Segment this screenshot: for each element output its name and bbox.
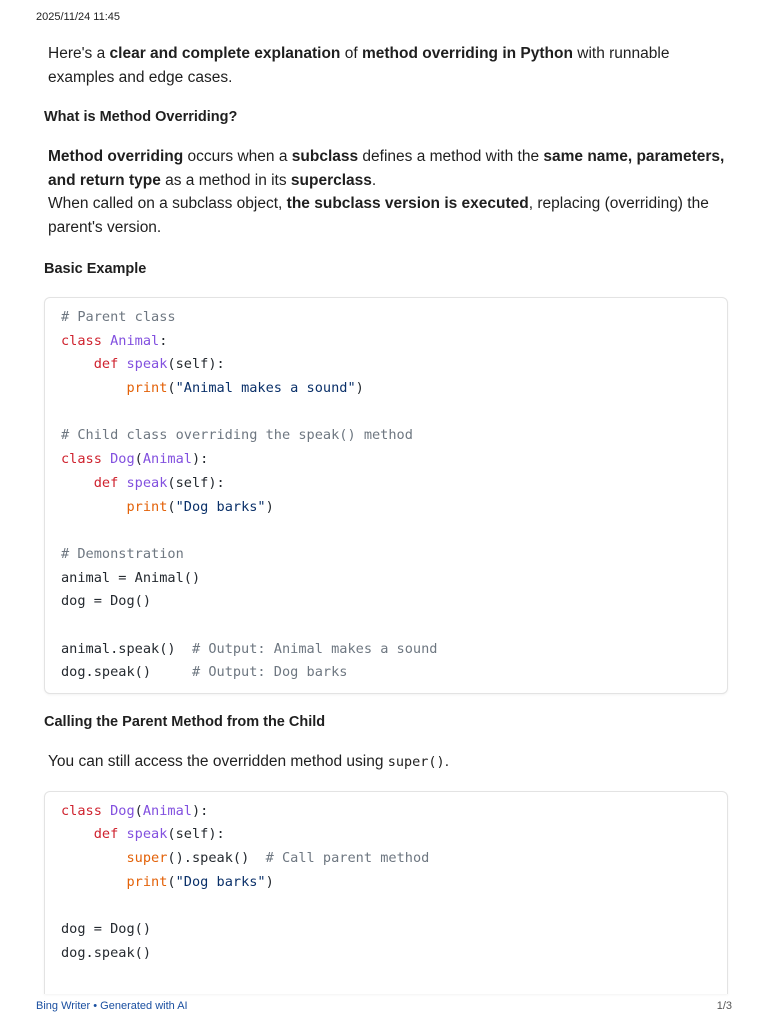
code-line: animal = Animal() (61, 569, 201, 586)
code-line-blank (61, 401, 711, 425)
heading-what-is-overriding: What is Method Overriding? (44, 109, 238, 125)
execution-paragraph: When called on a subclass object, the subclass version is executed, replacing (overriding) the parent's version. (48, 195, 709, 236)
code-line: print("Dog barks") (126, 873, 274, 890)
code-line-blank (61, 519, 711, 543)
code-line: class Dog(Animal): (61, 802, 209, 819)
code-line: dog = Dog() (61, 920, 152, 937)
code-line: def speak(self): (93, 474, 225, 491)
code-line: def speak(self): (93, 826, 225, 843)
code-line: class Dog(Animal): (61, 451, 209, 468)
print-timestamp: 2025/11/24 11:45 (36, 11, 121, 23)
code-block-super-example (44, 791, 728, 994)
code-line: # Demonstration (61, 545, 184, 562)
inline-code-super: super() (387, 754, 445, 770)
code-line: print("Animal makes a sound") (126, 380, 364, 397)
definition-paragraph: Method overriding occurs when a subclass defines a method with the same name, parameters, and return type as a method in its superclass. (48, 148, 725, 189)
code-line: # Parent class (61, 309, 176, 325)
code-line: animal.speak() # Output: Animal makes a sound (61, 640, 438, 657)
article-body (44, 42, 728, 994)
heading-basic-example: Basic Example (44, 261, 147, 277)
intro-paragraph: Here's a clear and complete explanation of method overriding in Python with runnable examples and edge cases. (48, 45, 670, 86)
super-paragraph: You can still access the overridden method using super(). (48, 753, 449, 770)
code-line-blank (61, 614, 711, 638)
code-line: print("Dog barks") (126, 498, 274, 515)
code-block-basic-example (44, 297, 728, 694)
code-line: super().speak() # Call parent method (126, 849, 430, 866)
code-line: dog.speak() (61, 944, 152, 961)
page-number: 1/3 (716, 1000, 732, 1012)
code-line-blank (61, 894, 711, 918)
code-line: def speak(self): (93, 356, 225, 373)
heading-calling-parent-method: Calling the Parent Method from the Child (44, 714, 326, 730)
footer-brand: Bing Writer • Generated with AI (36, 1000, 188, 1012)
code-line: class Animal: (61, 332, 168, 349)
code-line: dog = Dog() (61, 593, 152, 610)
code-line: # Child class overriding the speak() method (61, 427, 413, 444)
code-line: dog.speak() # Output: Dog barks (61, 664, 348, 681)
